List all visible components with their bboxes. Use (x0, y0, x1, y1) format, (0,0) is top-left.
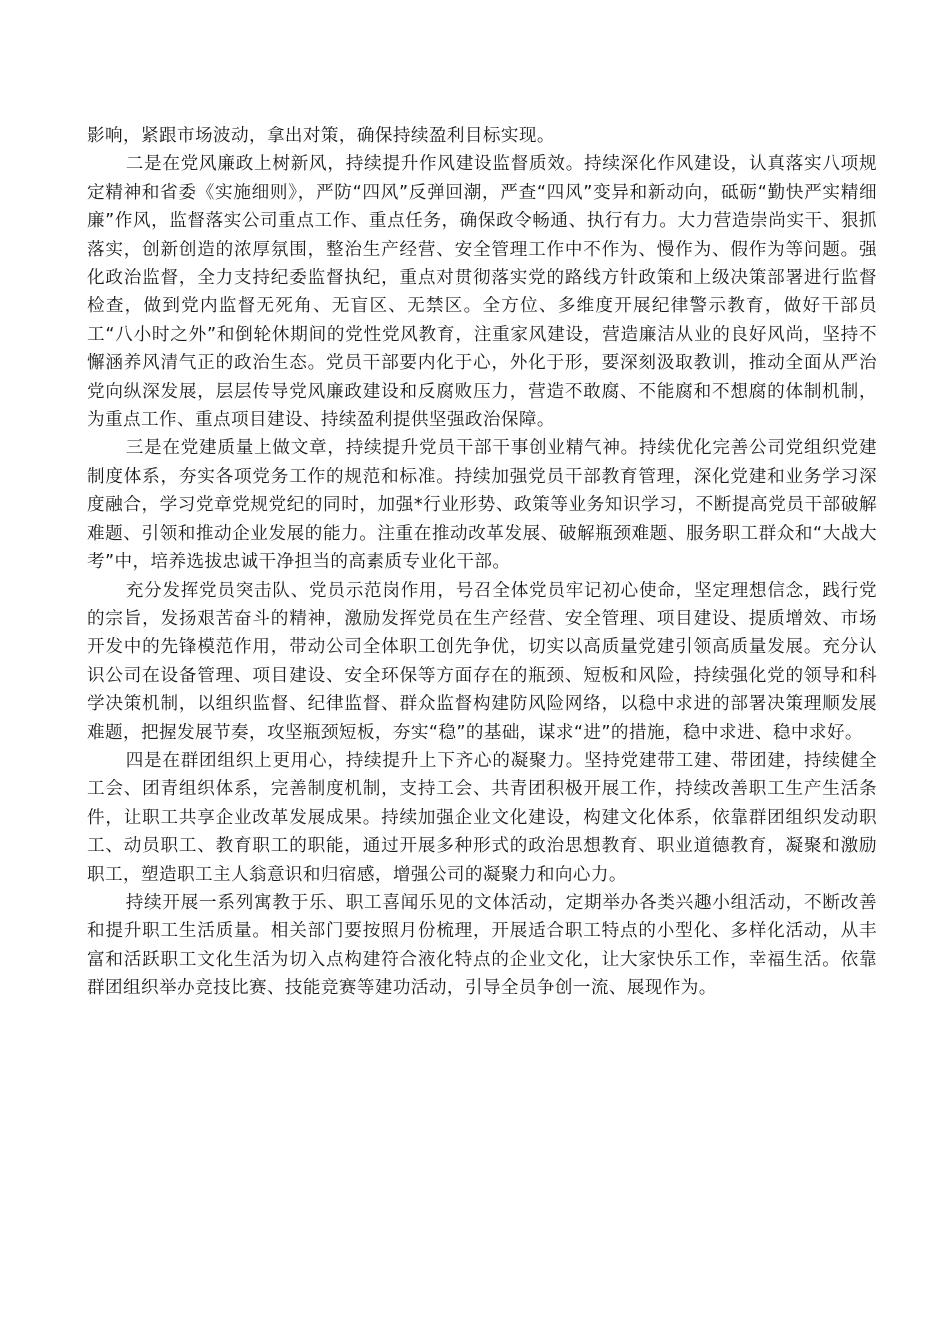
document-body (87, 122, 877, 1003)
paragraph-cultural-activities: 持续开展一系列寓教于乐、职工喜闻乐见的文体活动，定期举办各类兴趣小组活动，不断改善和提升职工生活质量。相关部门要按照月份梳理，开展适合职工特点的小型化、多样化活动，从丰富和活跃职工文化生活为切入点构建符合液化特点的企业文化，让大家快乐工作，幸福生活。依靠群团组织举办竞技比赛、技能竞赛等建功活动，引导全员争创一流、展现作为。 (87, 892, 877, 999)
paragraph-party-members-role: 充分发挥党员突击队、党员示范岗作用，号召全体党员牢记初心使命，坚定理想信念，践行党的宗旨，发扬艰苦奋斗的精神，激励发挥党员在生产经营、安全管理、项目建设、提质增效、市场开发中的先锋模范作用，带动公司全体职工创先争优，切实以高质量党建引领高质量发展。充分认识公司在设备管理、项目建设、安全环保等方面存在的瓶颈、短板和风险，持续强化党的领导和科学决策机制，以组织监督、纪律监督、群众监督构建防风险网络，以稳中求进的部署决策理顺发展难题，把握发展节奏，攻坚瓶颈短板，夯实“稳”的基础，谋求“进”的措施，稳中求进、稳中求好。 (87, 580, 877, 743)
paragraph-mass-organizations: 四是在群团组织上更用心，持续提升上下齐心的凝聚力。坚持党建带工建、带团建，持续健全工会、团青组织体系，完善制度机制，支持工会、共青团积极开展工作，持续改善职工生产生活条件，让职工共享企业改革发展成果。持续加强企业文化建设，构建文化体系，依靠群团组织发动职工、动员职工、教育职工的职能，通过开展多种形式的政治思想教育、职业道德教育，凝聚和激励职工，塑造职工主人翁意识和归宿感，增强公司的凝聚力和向心力。 (87, 750, 877, 885)
paragraph-continuation: 影响，紧跟市场波动，拿出对策，确保持续盈利目标实现。 (87, 126, 555, 146)
paragraph-party-conduct: 二是在党风廉政上树新风，持续提升作风建设监督质效。持续深化作风建设，认真落实八项规定精神和省委《实施细则》，严防“四风”反弹回潮，严查“四风”变异和新动向，砥砺“勤快严实精细廉”作风，监督落实公司重点工作、重点任务，确保政令畅通、执行有力。大力营造崇尚实干、狠抓落实，创新创造的浓厚氛围，整治生产经营、安全管理工作中不作为、慢作为、假作为等问题。强化政治监督，全力支持纪委监督执纪，重点对贯彻落实党的路线方针政策和上级决策部署进行监督检查，做到党内监督无死角、无盲区、无禁区。全方位、多维度开展纪律警示教育，做好干部员工“八小时之外”和倒轮休期间的党性党风教育，注重家风建设，营造廉洁从业的良好风尚，坚持不懈涵养风清气正的政治生态。党员干部要内化于心，外化于形，要深刻汲取教训，推动全面从严治党向纵深发展，层层传导党风廉政建设和反腐败压力，营造不敢腐、不能腐和不想腐的体制机制，为重点工作、重点项目建设、持续盈利提供坚强政治保障。 (87, 154, 877, 431)
paragraph-party-building: 三是在党建质量上做文章，持续提升党员干部干事创业精气神。持续优化完善公司党组织党建制度体系，夯实各项党务工作的规范和标准。持续加强党员干部教育管理，深化党建和业务学习深度融合，学习党章党规党纪的同时，加强*行业形势、政策等业务知识学习，不断提高党员干部破解难题、引领和推动企业发展的能力。注重在推动改革发展、破解瓶颈难题、服务职工群众和“大战大考”中，培养选拔忠诚干净担当的高素质专业化干部。 (87, 438, 877, 573)
